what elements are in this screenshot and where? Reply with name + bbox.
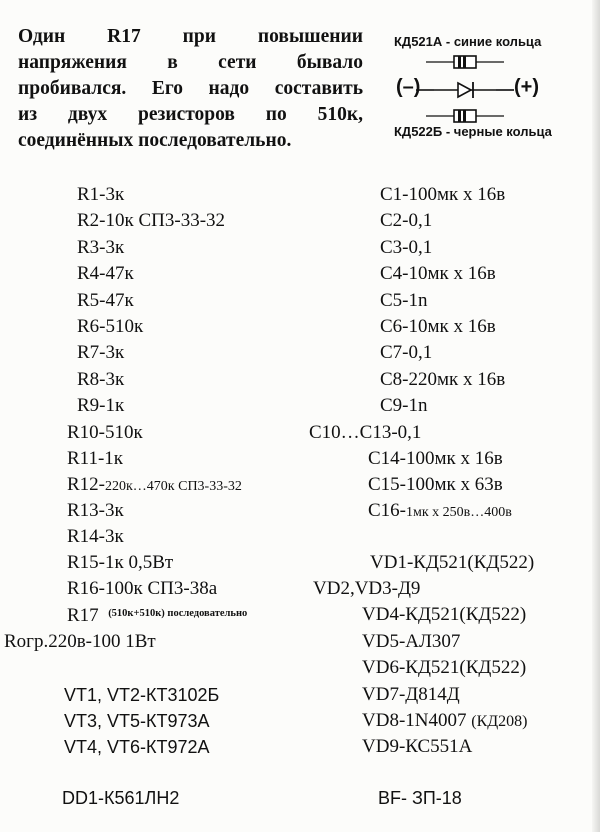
part-vd6: VD6-КД521(КД522) xyxy=(362,657,527,678)
note-line: соединённых последовательно. xyxy=(18,130,292,151)
part-vd9: VD9-КС551А xyxy=(362,736,473,757)
part-r4: R4-47к xyxy=(77,263,134,284)
part-c14: С14-100мк х 16в xyxy=(368,448,503,469)
part-vd8 xyxy=(362,710,528,733)
part-c15: С15-100мк х 63в xyxy=(368,474,503,495)
part-c10-c13: С10…С13-0,1 xyxy=(309,422,422,443)
part-bf: BF- ЗП-18 xyxy=(378,788,462,808)
note-line: напряжения в сети бывало xyxy=(18,52,363,73)
diode-body-top xyxy=(426,56,504,68)
part-r10: R10-510к xyxy=(67,422,143,443)
part-c16-main: С16- xyxy=(368,500,406,521)
part-c7: С7-0,1 xyxy=(380,342,433,363)
part-c16-detail: 1мк х 250в…400в xyxy=(406,505,512,520)
plus-marker: (+) xyxy=(514,76,539,98)
part-r17-detail: (510к+510к) последовательно xyxy=(108,608,248,619)
part-r5: R5-47к xyxy=(77,290,134,311)
part-vd4: VD4-КД521(КД522) xyxy=(362,604,527,625)
diode-body-bottom xyxy=(426,110,504,122)
part-r11: R11-1к xyxy=(67,448,124,469)
part-vd7: VD7-Д814Д xyxy=(362,684,460,705)
part-vd1: VD1-КД521(КД522) xyxy=(370,552,535,573)
part-c4: С4-10мк х 16в xyxy=(380,263,496,284)
part-dd1: DD1-К561ЛН2 xyxy=(62,788,180,808)
part-vt1-vt2: VT1, VT2-КТ3102Б xyxy=(64,685,220,705)
part-vt3-vt5: VT3, VT5-КТ973А xyxy=(64,711,210,731)
part-c9: С9-1n xyxy=(380,395,428,416)
minus-marker: (–) xyxy=(396,76,421,98)
part-r17-main: R17 xyxy=(67,605,99,626)
part-c2: С2-0,1 xyxy=(380,210,433,231)
part-c1: С1-100мк х 16в xyxy=(380,184,506,205)
part-r16: R16-100к СП3-38а xyxy=(67,578,218,599)
part-r13: R13-3к xyxy=(67,500,124,521)
part-r6: R6-510к xyxy=(77,316,144,337)
part-r3: R3-3к xyxy=(77,237,125,258)
part-r2: R2-10к СП3-33-32 xyxy=(77,210,226,231)
note-line: пробивался. Его надо составить xyxy=(18,78,363,99)
r17-note xyxy=(18,24,363,154)
part-c8: С8-220мк х 16в xyxy=(380,369,506,390)
part-r7: R7-3к xyxy=(77,342,125,363)
note-line: из двух резисторов по 510к, xyxy=(18,104,363,125)
part-r12 xyxy=(67,474,242,498)
part-r8: R8-3к xyxy=(77,369,125,390)
part-r1: R1-3к xyxy=(77,184,125,205)
part-r15: R15-1к 0,5Вт xyxy=(67,552,174,573)
part-r17 xyxy=(67,603,247,627)
part-rogr: Rогр.220в-100 1Вт xyxy=(4,631,156,652)
kd521-label: КД521А - синие кольца xyxy=(394,34,542,49)
part-c6: С6-10мк х 16в xyxy=(380,316,496,337)
part-vt4-vt6: VT4, VT6-КТ972А xyxy=(64,737,210,757)
diode-polarity-legend xyxy=(378,28,578,148)
part-vd5: VD5-АЛ307 xyxy=(362,631,461,652)
part-r12-main: R12- xyxy=(67,474,105,495)
part-r9: R9-1к xyxy=(77,395,125,416)
diode-symbol xyxy=(458,82,473,98)
part-vd2-vd3: VD2,VD3-Д9 xyxy=(313,578,421,599)
part-c5: С5-1n xyxy=(380,290,428,311)
kd522-label: КД522Б - черные кольца xyxy=(394,124,552,139)
part-c16 xyxy=(368,500,512,524)
part-r12-detail: 220к…470к СП3-33-32 xyxy=(105,479,242,494)
part-r14: R14-3к xyxy=(67,526,124,547)
page-edge-shadow xyxy=(592,0,600,832)
part-vd8-main: VD8-1N4007 xyxy=(362,710,472,731)
note-line: Один R17 при повышении xyxy=(18,26,363,47)
part-c3: С3-0,1 xyxy=(380,237,433,258)
part-vd8-detail: (КД208) xyxy=(471,713,528,730)
